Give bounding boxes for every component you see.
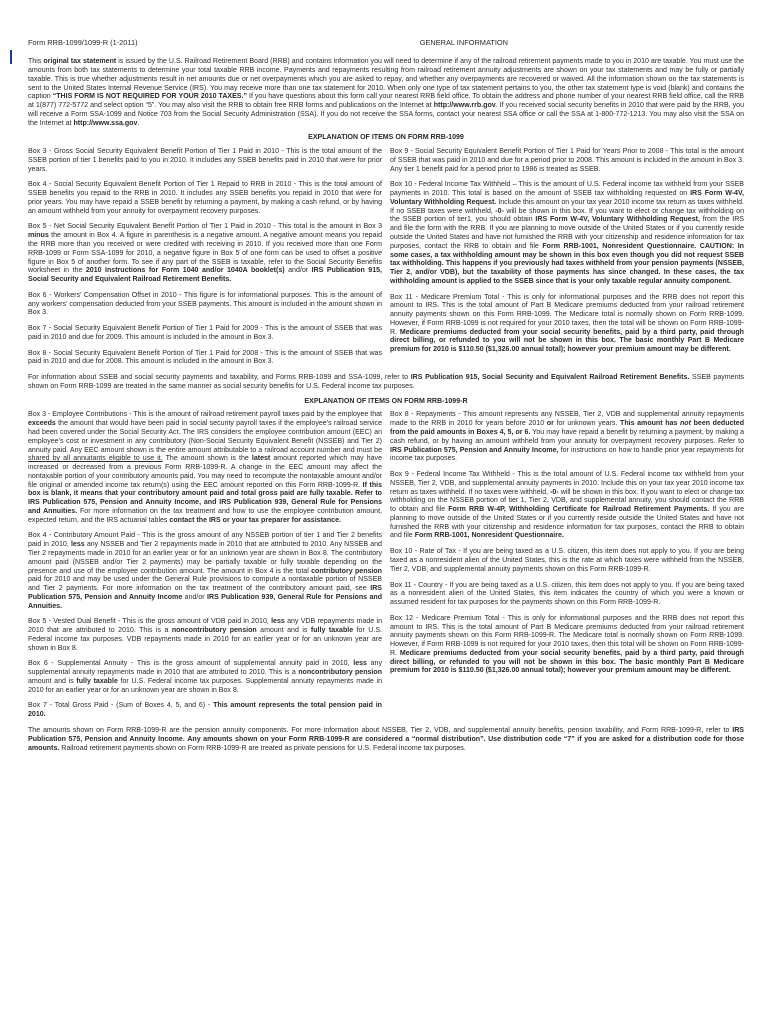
sseb-info-paragraph: For information about SSEB and social security payments and taxability, and Forms RRB-1099 and SSA-1099, refer to IRS Publication 915, Social Security and Equivalent Railroad Retirement Benefits. SSEB payments shown on Form RRB-1099 are treated in the same manner as social security benefits for U.S. Federal income tax purposes. [28,374,744,390]
left-column [28,411,382,727]
box8-explanation: Box 8 - Social Security Equivalent Benefit Portion of Tier 1 Paid for 2008 - This is the amount of SSEB that was paid in 2010 and due for 2008. This amount is included in the amount in Box 3. [28,349,382,366]
section-rrb-1099-r-columns [28,411,744,727]
form-id: Form RRB-1099/1099-R (1-2011) [28,38,138,47]
right-column [390,148,744,374]
left-column [28,148,382,374]
page-edge-marker [10,50,12,64]
box8-explanation: Box 8 - Repayments - This amount represents any NSSEB, Tier 2, VDB and supplemental annuity repayments made to the RRB in 2010 for years before 2010 or for unknown years. This amount has not been deducted from the paid amounts in Boxes 4, 5, or 6. You may have repaid a benefit by returning a payment, by making a cash refund, or by having an amount withheld from your annuity for overpayment recovery purposes. Refer to IRS Publication 575, Pension and Annuity Income, for instructions on how to handle prior year repayments for income tax purposes. [390,411,745,463]
form-header [28,38,744,47]
box10-explanation: Box 10 - Rate of Tax - If you are being taxed as a U.S. citizen, this item does not apply to you. If you are being taxed as a nonresident alien of the United States, this is the rate at which taxes were withheld from the NSSEB, Tier 2, VDB, and supplemental annuity payments shown on this Form RRB-1099-R. [390,548,744,573]
box7-explanation: Box 7 - Total Gross Paid - (Sum of Boxes 4, 5, and 6) - This amount represents the total pension paid in 2010. [28,702,382,719]
box3-explanation: Box 3 - Gross Social Security Equivalent Benefit Portion of Tier 1 Paid in 2010 - This is the total amount of the SSEB portion of tier 1 benefits paid to you in 2010. It includes any SSEB benefits paid in 2010 that were for prior years. [28,148,382,173]
intro-paragraph: This original tax statement is issued by the U.S. Railroad Retirement Board (RRB) and contains information you will need to determine if any of the railroad retirement payments made to you in 2010 are taxable. You must use the amounts from both tax statements to determine your total taxable RRB income. Payments and repayments resulting from railroad retirement annuity adjustments are shown on your tax statements and may be fully or partially taxable. This is true whether adjustments result in net amounts due or net overpayments which you are asked to repay, and whether any overpayments are recovered or waived. All the information shown on the tax statements is sent to the United States Internal Revenue Service (IRS). You may receive more than one tax statement for 2010. When only one type of tax statement pertains to you, the other tax statement type is void (blank) and contains the caption “THIS FORM IS NOT REQUIRED FOR YOUR 2010 TAXES.” If you have questions about this form call your nearest RRB field office. To obtain the address and phone number of your nearest RRB field office, call the RRB at 1(877) 772-5772 and select option “5”. You may also visit the RRB to obtain free RRB forms and publications on the Internet at http://www.rrb.gov. If you received social security benefits in 2010 that were paid by the RRB, you will receive a Form SSA-1099 and Notice 703 from the Social Security Administration (SSA). If you do not receive the SSA forms, contact your nearest SSA office or call the SSA at 1-800-772-1213. You may also visit the SSA on the Internet at http://www.ssa.gov. [28,58,744,127]
right-column [390,411,744,727]
box3-explanation: Box 3 - Employee Contributions - This is the amount of railroad retirement payroll taxes paid by the employee that exceeds the amount that would have been paid in social security payroll taxes if the employee’s railroad service had been covered under the Social Security Act. The IRS considers the employee contribution amount (EEC) an employee’s cost or investment in any contributory (Non-Social Security Equivalent Benefit (NSSEB) and Tier 2) annuity paid. Any EEC amount shown is the entire amount attributable to a railroad account number and must be shared by all annuitants eligible to use it. The amount shown is the latest amount reported which may have increased or decreased from a previous Form RRB-1099-R. A change in the EEC amount may affect the nontaxable portion of your contributory amounts paid. You may need to recompute the nontaxable amount and/or file original or amended income tax return(s) using the EEC amount reported on this Form RRB-1099-R. If this box is blank, it means that your contributory amount paid and total gross paid are fully taxable. Refer to IRS Publication 575, Pension and Annuity Income, and IRS Publication 939, General Rule for Pensions and Annuities. For more information on the tax treatment and how to use the employee contribution amount, expected return, and the IRS actuarial tables contact the IRS or your tax preparer for assistance. [28,411,382,524]
section-title-rrb-1099-r: EXPLANATION OF ITEMS ON FORM RRB-1099-R [304,397,468,405]
rrb-link[interactable]: http://www.rrb.gov [433,102,496,110]
box5-explanation: Box 5 - Net Social Security Equivalent Benefit Portion of Tier 1 Paid in 2010 - This total is the amount in Box 3 minus the amount in Box 4. A figure in parenthesis is a negative amount. A negative amount means you repaid the RRB more than you received or were credited with receiving in 2010. If you received more than one Form RRB-1099 or Form SSA-1099 for 2010, a negative figure in Box 5 of one form can be used to offset a positive figure in Box 5 of another form. To see if any part of the SSEB is taxable, refer to the Social Security Benefits worksheet in the 2010 Instructions for Form 1040 and/or 1040A booklet(s) and/or IRS Publication 915, Social Security and Equivalent Railroad Retirement Benefits. [28,223,382,284]
section-title-rrb-1099: EXPLANATION OF ITEMS ON FORM RRB-1099 [308,134,464,142]
box12-explanation: Box 12 - Medicare Premium Total - This is only for informational purposes and the RRB does not report this amount to IRS. This is the total amount of Part B Medicare premiums deducted from your railroad retirement annuity payments shown on this Form RRB-1099-R. The Medicare total is normally shown on Form RRB-1099. However, if Form RRB-1099 is not required for your 2010 taxes, then this total will be shown on Form RRB-1099-R. Medicare premiums deducted from your social security benefits, paid by a third party, paid through direct billing, or refunded to you will not be shown in this box. The basic monthly Part B Medicare premium for 2010 is $110.50 ($1,326.00 annual total); however your premium amount may be different. [390,614,744,675]
box7-explanation: Box 7 - Social Security Equivalent Benefit Portion of Tier 1 Paid for 2009 - This is the amount of SSEB that was paid in 2010 and due for 2009. This amount is included in the amount in Box 3. [28,325,382,341]
box11-explanation: Box 11 - Country - If you are being taxed as a U.S. citizen, this item does not apply to you. If you are being taxed as a nonresident alien of the United States, this item indicates the country of which you were a known or assumed resident for tax purposes for the payments shown on this Form RRB-1099-R. [390,581,744,607]
box5-explanation: Box 5 - Vested Dual Benefit - This is the gross amount of VDB paid in 2010, less any VDB repayments made in 2010 that are attributed to 2010. This is a noncontributory pension amount and is fully taxable for U.S. Federal income tax purposes. VDB repayments made in 2010 for an earlier year or for an unknown year are shown in Box 8. [28,618,382,652]
section-rrb-1099-columns [28,148,744,374]
ssa-link[interactable]: http://www.ssa.gov [73,119,138,127]
box4-explanation: Box 4 - Contributory Amount Paid - This is the gross amount of any NSSEB portion of tier 1 and Tier 2 benefits paid in 2010, less any NSSEB and Tier 2 repayments made in 2010 that are attributed to 2010. Any NSSEB and Tier 2 repayments made in 2010 for an earlier year or for an unknown year are shown in Box 8. The contributory amount paid (NSSEB and/or Tier 2 payments) may be partially taxable or fully taxable depending on the presence and use of the employee contribution amount. The amount in Box 4 is the total contributory pension paid for 2010 and may be used under the General Rule provisions to compute a nontaxable portion of NSSEB and Tier 2 payments. For more information on the tax treatment of the contributory amount paid, see IRS Publication 575, Pension and Annuity Income and/or IRS Publication 939, General Rule for Pensions and Annuities. [28,532,382,610]
box6-explanation: Box 6 - Workers’ Compensation Offset in 2010 - This figure is for informational purposes. This is the amount of any workers’ compensation deducted from your SSEB payments. This amount is included in the amount shown in Box 3. [28,291,382,317]
box6-explanation: Box 6 - Supplemental Annuity - This is the gross amount of supplemental annuity paid in 2010, less any supplemental annuity repayments made in 2010 that are attributed to 2010. This is a noncontributory pension amount and is fully taxable for U.S. Federal income tax purposes. Supplemental annuity repayments made in 2010 for an earlier year or for an unknown year are shown in Box 8. [28,660,383,694]
page-title: GENERAL INFORMATION [419,38,508,47]
box11-explanation: Box 11 - Medicare Premium Total - This is only for informational purposes and the RRB does not report this amount to IRS. This is the total amount of Part B Medicare premiums deducted from your railroad retirement annuity payments shown on this Form RRB-1099. The Medicare total is normally shown on Form RRB-1099. However, if Form RRB-1099 is not required for your 2010 taxes, then the total will be shown on Form RRB-1099-R. Medicare premiums deducted from your social security benefits, paid by a third party, paid through direct billing, or refunded to you will not be shown in this box. The basic monthly Part B Medicare premium for 2010 is $110.50 ($1,326.00 annual total); however your premium amount may be different. [390,293,744,354]
box4-explanation: Box 4 - Social Security Equivalent Benefit Portion of Tier 1 Repaid to RRB in 2010 - This is the total amount of SSEB benefits you repaid to the RRB in 2010. It includes any SSEB benefits you repaid in 2010 that were for prior years. You may have repaid a SSEB benefit by returning a payment, by making a cash refund, or by having an amount withheld from your annuity for overpayment recovery purposes. [28,181,382,215]
box9-explanation: Box 9 - Social Security Equivalent Benefit Portion of Tier 1 Paid for Years Prior to 2008 - This total is the amount of SSEB that was paid in 2010 and due for a period prior to 2008. This amount is included in the amount in Box 3. Any tier 1 benefit paid for a period prior to 1986 is treated as SSEB. [390,148,744,173]
box10-explanation: Box 10 - Federal Income Tax Withheld – This is the amount of U.S. Federal income tax withheld from your SSEB payments in 2010. This total is based on the amount of SSEB tax withholding requested on IRS Form W-4V, Voluntary Withholding Request. Include this amount on your tax year 2010 income tax return as taxes withheld. If no SSEB taxes were withheld, -0- will be shown in this box. If you want to elect or change tax withholding on the SSEB portion of tier1, you should obtain IRS Form W-4V, Voluntary Withholding Request, from the IRS and file the form with the RRB. If you are planning to move outside of the United States or if you currently reside outside the United States and have not furnished the RRB with your citizenship and residence information for tax purposes, contact the RRB to obtain and file Form RRB-1001, Nonresident Questionnaire. CAUTION: In some cases, a tax withholding amount may be shown in this box even though you did not request SSEB tax withholding. This happens if you previously had taxes withheld from your pension payments (NSSEB, Tier 2, and/or VDB), but the taxability of those payments has since changed. In these cases, the tax withholding amount is applied to the SSEB since that is your only taxable regular annuity component. [390,181,744,285]
box9-explanation: Box 9 - Federal Income Tax Withheld - This is the total amount of U.S. Federal income tax withheld from your NSSEB, Tier 2, VDB, and supplemental annuity payments in 2010. Include this on your tax year 2010 income tax return as taxes withheld. If no taxes were withheld, -0- will be shown in this box. If you want to elect or change tax withholding on the NSSEB portion of tier 1, Tier 2, VDB, and supplemental annuity, you should contact the RRB to obtain and file Form RRB W-4P, Withholding Certificate for Railroad Retirement Payments. If you are planning to move outside of the United States or if you currently reside outside the United States and have not furnished the RRB with your citizenship and residence information for tax purposes, contact the RRB to obtain and file Form RRB-1001, Nonresident Questionnaire. [390,471,744,540]
pension-info-paragraph: The amounts shown on Form RRB-1099-R are the pension annuity components. For more information about NSSEB, Tier 2, VDB, and supplemental annuity benefits, pension taxability, and Form RRB-1099-R, refer to IRS Publication 575, Pension and Annuity Income. Any amounts shown on your Form RRB-1099-R are considered a “normal distribution”. Use distribution code “7” if you are asked for a distribution code for those amounts. Railroad retirement payments shown on Form RRB-1099-R are treated as private pensions for U.S. Federal income tax purposes. [28,726,744,752]
document-page [28,38,744,759]
